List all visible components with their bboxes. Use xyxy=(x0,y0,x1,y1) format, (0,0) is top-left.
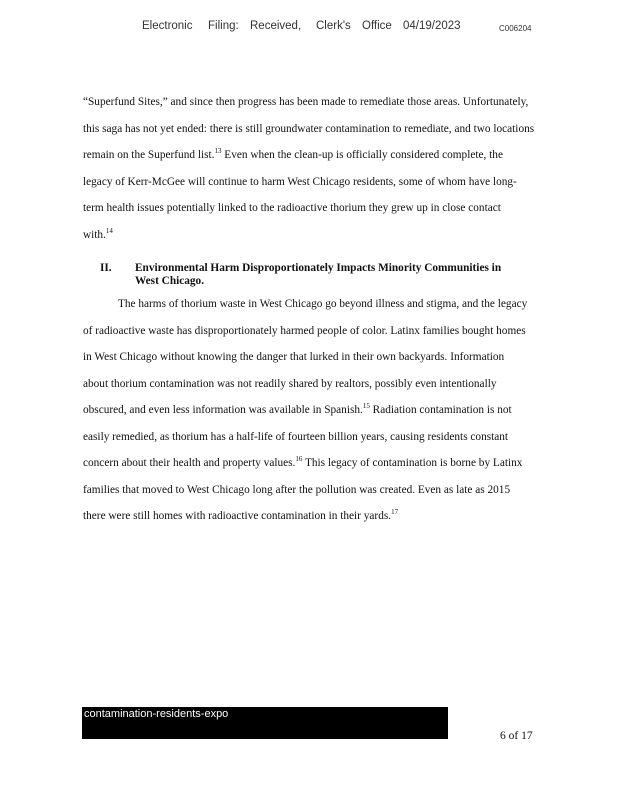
header-word-filing: Filing: xyxy=(208,20,239,32)
section-title xyxy=(135,262,530,288)
p1-line-6 xyxy=(83,228,534,255)
p1-line-2: this saga has not yet ended: there is still groundwater contamination to remediate, and two locations xyxy=(83,122,535,135)
section-title-line-2: West Chicago. xyxy=(135,275,205,287)
p2-line-6: easily remedied, as thorium has a half-life of fourteen billion years, causing residents constant xyxy=(83,430,509,443)
paragraph-superfund xyxy=(83,95,534,254)
p2-line-3: in West Chicago without knowing the danger that lurked in their own backyards. Information xyxy=(83,351,505,363)
footer-url-text[interactable]: contamination-residents-expo xyxy=(84,708,229,720)
p1-line-1: “Superfund Sites,” and since then progress has been made to remediate those areas. Unfortunately, xyxy=(83,96,529,108)
header-date: 04/19/2023 xyxy=(403,20,461,32)
p1-line-3-after: Even when the clean-up is officially considered complete, the xyxy=(221,149,503,161)
header-word-received: Received, xyxy=(250,20,302,32)
section-number: II. xyxy=(100,262,112,274)
footnote-ref-15[interactable]: 15 xyxy=(362,402,370,411)
p2-line-2: of radioactive waste has disproportionately harmed people of color. Latinx families bought homes xyxy=(83,324,526,337)
header-code: C006204 xyxy=(499,24,532,33)
footnote-ref-17[interactable]: 17 xyxy=(391,508,399,517)
p2-line-7-after: This legacy of contamination is borne by Latinx xyxy=(302,457,523,469)
section-title-line-1: Environmental Harm Disproportionately Impacts Minority Communities in xyxy=(135,262,502,274)
p2-line-4: about thorium contamination was not readily shared by realtors, possibly even intentionally xyxy=(83,377,497,390)
p2-line-5 xyxy=(83,403,534,430)
page-number: 6 of 17 xyxy=(500,730,533,742)
header-word-clerks: Clerk's xyxy=(316,20,351,32)
footnote-ref-16[interactable]: 16 xyxy=(295,455,303,464)
p1-line-4: legacy of Kerr-McGee will continue to harm West Chicago residents, some of whom have long- xyxy=(83,175,517,188)
p1-line-6-text: with. xyxy=(83,228,106,241)
header-word-office: Office xyxy=(362,20,392,32)
p2-line-7 xyxy=(83,456,534,483)
p2-line-9-text: there were still homes with radioactive contamination in their yards. xyxy=(83,510,392,522)
p2-line-9 xyxy=(83,509,534,536)
p1-line-3-text: remain on the Superfund list. xyxy=(83,149,215,161)
header-word-electronic: Electronic xyxy=(142,20,193,32)
footnote-ref-14[interactable]: 14 xyxy=(105,226,113,235)
filing-header xyxy=(0,20,618,38)
p2-line-5-text: obscured, and even less information was available in Spanish. xyxy=(83,404,363,416)
footnote-ref-13[interactable]: 13 xyxy=(214,147,222,156)
p2-line-8: families that moved to West Chicago long after the pollution was created. Even as late as 2015 xyxy=(83,483,511,496)
paragraph-thorium-harms xyxy=(83,297,534,536)
p2-line-7-text: concern about their health and property values. xyxy=(83,457,296,469)
p1-line-3 xyxy=(83,148,534,175)
p2-line-5-after: Radiation contamination is not xyxy=(369,404,512,416)
p1-line-5: term health issues potentially linked to the radioactive thorium they grew up in close contact xyxy=(83,202,501,214)
p2-line-1: The harms of thorium waste in West Chicago go beyond illness and stigma, and the legacy xyxy=(118,298,528,310)
